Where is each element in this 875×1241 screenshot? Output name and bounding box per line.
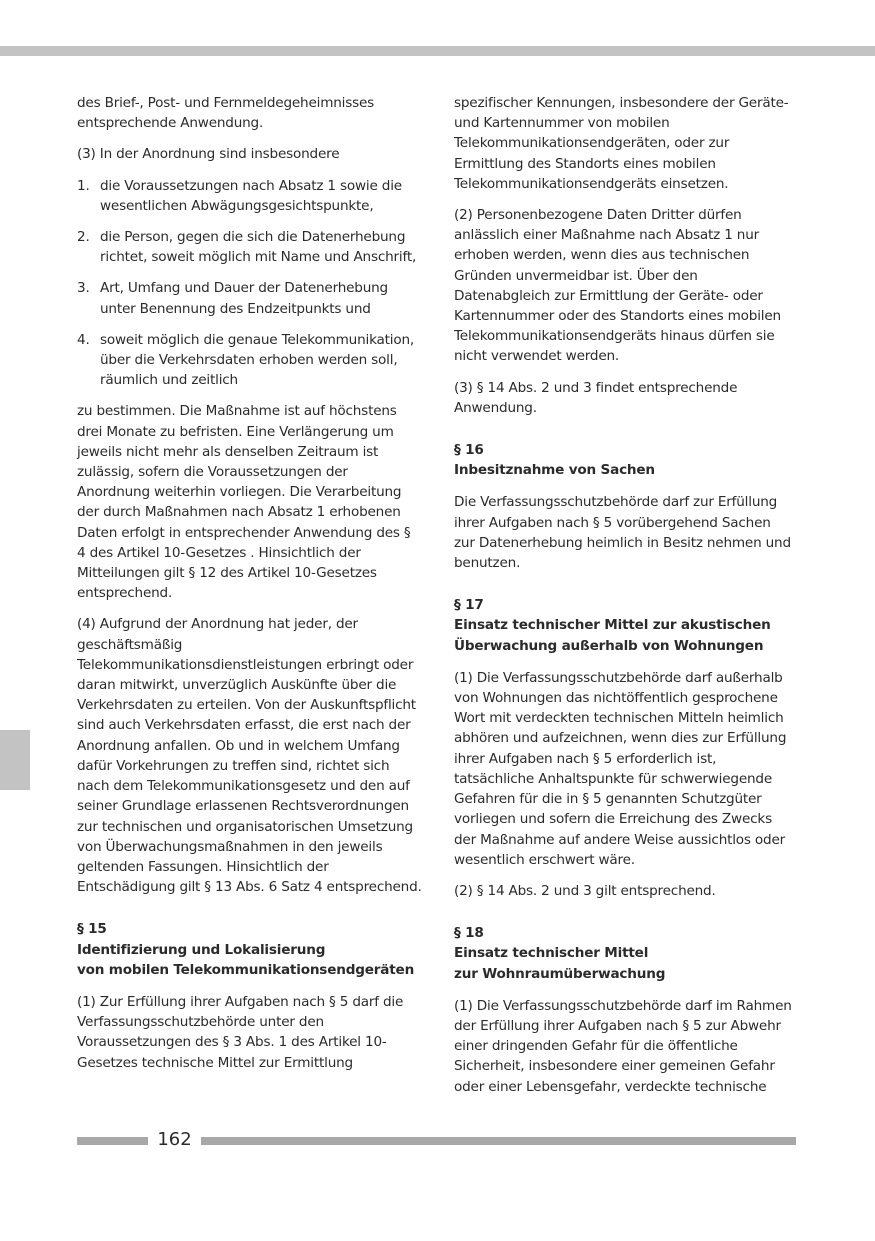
- list-number: 3.: [77, 280, 90, 297]
- list-text: die Person, gegen die sich die Datenerhebung richtet, soweit möglich mit Name und Anschrift,: [100, 229, 417, 266]
- side-thumb-tab: [0, 730, 30, 790]
- section-title: Identifizierung und Lokalisierung: [77, 941, 326, 958]
- paragraph: (1) Die Verfassungsschutzbehörde darf im Rahmen der Erfüllung ihrer Aufgaben nach § 5 zur Abwehr einer dringenden Gefahr für die öffentliche Sicherheit, insbesondere einer gemeinen Gefahr oder einer Lebensgefahr, verdeckte technische: [454, 997, 792, 1095]
- numbered-list: [77, 176, 422, 391]
- paragraph: zu bestimmen. Die Maßnahme ist auf höchstens drei Monate zu befristen. Eine Verlängerung um jeweils nicht mehr als denselben Zeitraum ist zulässig, sofern die Voraussetzungen der Anordnung weiterhin vorliegen. Die Verarbeitung der durch Maßnahmen nach Absatz 1 erhobenen Daten erfolgt in entsprechender Anwendung des § 4 des Artikel 10-Gesetzes . Hinsichtlich der Mitteilungen gilt § 12 des Artikel 10-Gesetzes entsprechend.: [77, 403, 411, 602]
- list-text: Art, Umfang und Dauer der Datenerhebung unter Benennung des Endzeitpunkts und: [100, 280, 388, 317]
- paragraph: (3) § 14 Abs. 2 und 3 findet entsprechende Anwendung.: [454, 379, 738, 416]
- list-text: soweit möglich die genaue Telekommunikation, über die Verkehrsdaten erhoben werden soll, räumlich und zeitlich: [100, 331, 415, 389]
- list-item: [77, 278, 422, 318]
- footer-rule-left: [77, 1137, 148, 1145]
- top-rule: [0, 46, 875, 56]
- list-number: 4.: [77, 331, 90, 348]
- section-title: von mobilen Telekommunikationsendgeräten: [77, 961, 415, 978]
- paragraph: (1) Die Verfassungsschutzbehörde darf außerhalb von Wohnungen das nichtöffentlich gesprochene Wort mit verdeckten technischen Mitteln heimlich abhören und aufzeichnen, wenn dies zur Erfüllung ihrer Aufgaben nach § 5 erforderlich ist, tatsächliche Anhaltspunkte für schwerwiegende Gefahren für die in § 5 genannten Schutzgüter vorliegen und sofern die Erreichung des Zwecks der Maßnahme auf andere Weise aussichtlos oder wesentlich erschwert wäre.: [454, 669, 787, 868]
- section-title: Überwachung außerhalb von Wohnungen: [454, 637, 764, 654]
- paragraph: (2) § 14 Abs. 2 und 3 gilt entsprechend.: [454, 882, 716, 899]
- section-title: zur Wohnraumüberwachung: [454, 965, 666, 982]
- section-title: Einsatz technischer Mittel zur akustischen: [454, 617, 771, 634]
- section-number: § 17: [454, 597, 484, 614]
- section-title: Einsatz technischer Mittel: [454, 945, 649, 962]
- section-heading-15: [77, 919, 422, 980]
- section-heading-18: [454, 923, 794, 984]
- paragraph: (2) Personenbezogene Daten Dritter dürfen anlässlich einer Maßnahme nach Absatz 1 nur erhoben werden, wenn dies aus technischen Gründen unvermeidbar ist. Über den Datenabgleich zur Ermittlung der Geräte- oder Kartennummer oder des Standorts eines mobilen Telekommunikationsendgeräts hinaus dürfen sie nicht verwendet werden.: [454, 207, 781, 365]
- paragraph: spezifischer Kennungen, insbesondere der Geräte- und Kartennummer von mobilen Telekommunikationsendgeräten, oder zur Ermittlung des Standorts eines mobilen Telekommunikationsendgeräts einsetzen.: [454, 95, 789, 192]
- footer-rule-right: [201, 1137, 796, 1145]
- section-heading-16: [454, 440, 794, 480]
- left-column: [77, 93, 422, 1084]
- list-item: [77, 330, 422, 391]
- list-item: [77, 227, 422, 267]
- paragraph: des Brief-, Post- und Fernmeldegeheimnisses entsprechende Anwendung.: [77, 95, 375, 132]
- paragraph: (1) Zur Erfüllung ihrer Aufgaben nach § 5 darf die Verfassungsschutzbehörde unter den Voraussetzungen des § 3 Abs. 1 des Artikel 10-Gesetzes technische Mittel zur Ermittlung: [77, 993, 404, 1071]
- list-number: 2.: [77, 229, 90, 246]
- list-item: [77, 176, 422, 216]
- paragraph: Die Verfassungsschutzbehörde darf zur Erfüllung ihrer Aufgaben nach § 5 vorübergehend Sachen zur Datenerhebung heimlich in Besitz nehmen und benutzen.: [454, 494, 791, 572]
- section-title: Inbesitznahme von Sachen: [454, 462, 655, 479]
- section-number: § 18: [454, 925, 484, 942]
- section-heading-17: [454, 595, 794, 656]
- paragraph: (4) Aufgrund der Anordnung hat jeder, der geschäftsmäßig Telekommunikationsdienstleistungen erbringt oder daran mitwirkt, unverzüglich Auskünfte über die Verkehrsdaten zu erteilen. Von der Auskunftspflicht sind auch Verkehrsdaten erfasst, die erst nach der Anordnung anfallen. Ob und in welchem Umfang dafür Vorkehrungen zu treffen sind, richtet sich nach dem Telekommunikationsgesetz und den auf seiner Grundlage erlassenen Rechtsverordnungen zur technischen und organisatorischen Umsetzung von Überwachungsmaßnahmen in den jeweils geltenden Fassungen. Hinsichtlich der Entschädigung gilt § 13 Abs. 6 Satz 4 entsprechend.: [77, 616, 422, 896]
- right-column: [454, 93, 794, 1108]
- section-number: § 16: [454, 442, 484, 459]
- page-number: 162: [157, 1129, 192, 1150]
- paragraph: (3) In der Anordnung sind insbesondere: [77, 146, 340, 163]
- list-number: 1.: [77, 177, 90, 194]
- section-number: § 15: [77, 921, 107, 938]
- list-text: die Voraussetzungen nach Absatz 1 sowie die wesentlichen Abwägungsgesichtspunkte,: [100, 177, 402, 214]
